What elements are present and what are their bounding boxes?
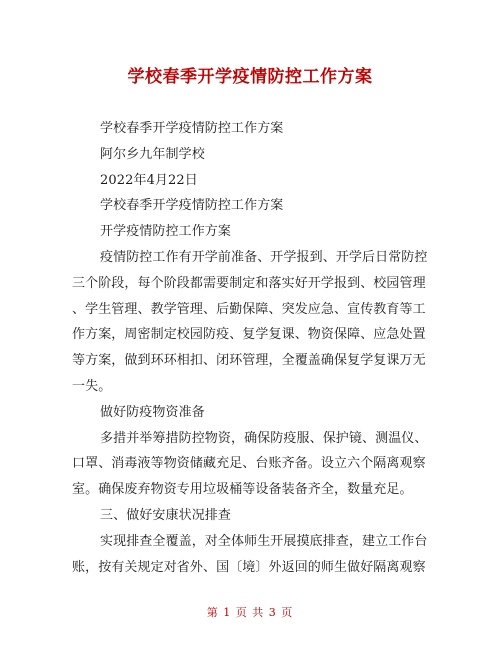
page-footer: 第 1 页 共 3 页 [206,606,294,619]
text-line: 一失。 [72,378,112,394]
text-line: 三个阶段，每个阶段都需要制定和落实好开学报到、校园管理 [72,275,426,291]
text-line: 口罩、消毒液等物资储藏充足、台账齐备。设立六个隔离观察 [72,456,426,472]
text-line: 等方案，做到环环相扣、闭环管理，全覆盖确保复学复课万无 [72,353,426,369]
text-line: 开学疫情防控工作方案 [100,224,232,240]
text-line: 室。确保废弃物资专用垃圾桶等设备装备齐全，数量充足。 [72,482,413,498]
text-line: 疫情防控工作有开学前准备、开学报到、开学后日常防控 [100,249,428,265]
text-line: 做好防疫物资准备 [100,404,205,420]
text-line: 2022年4月22日 [100,172,198,188]
text-line: 账，按有关规定对省外、国〔境〕外返回的师生做好隔离观察 [72,559,426,575]
text-line: 、学生管理、教学管理、后勤保障、突发应急、宣传教育等工 [72,301,426,317]
text-line: 学校春季开学疫情防控工作方案 [100,198,284,214]
text-line: 学校春季开学疫情防控工作方案 [100,121,284,136]
text-line: 作方案，周密制定校园防疫、复学复课、物资保障、应急处置 [72,327,426,343]
text-line: 三、做好安康状况排查 [100,507,232,523]
text-line: 实现排查全覆盖，对全体师生开展摸底排查，建立工作台 [100,533,428,549]
text-line: 阿尔乡九年制学校 [100,146,205,162]
document-body [72,116,430,580]
text-line: 多措并举筹措防控物资，确保防疫服、保护镜、测温仪、 [100,430,428,446]
document-title: 学校春季开学疫情防控工作方案 [127,67,373,87]
